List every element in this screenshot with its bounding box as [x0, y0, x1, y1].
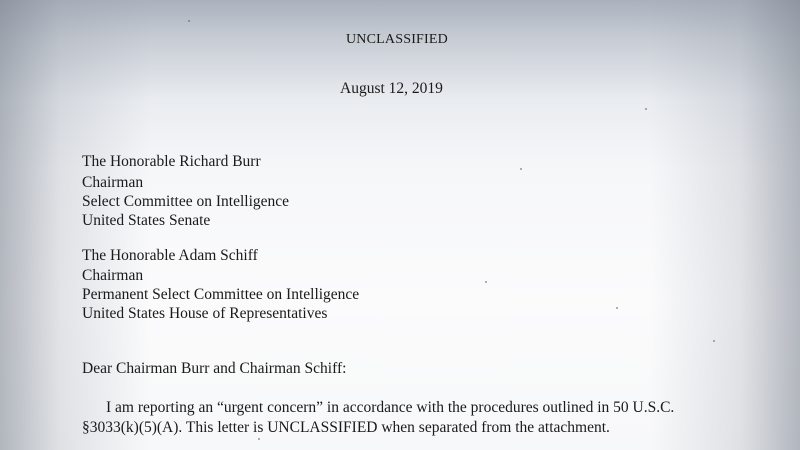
scan-speck	[258, 438, 260, 440]
scan-speck	[485, 281, 487, 283]
scan-speck	[616, 307, 618, 309]
recipient-chamber: United States Senate	[82, 212, 211, 229]
recipient-committee: Permanent Select Committee on Intelligence	[82, 286, 360, 303]
scan-speck	[188, 20, 190, 22]
letter-date: August 12, 2019	[340, 80, 443, 97]
scan-speck	[645, 108, 647, 110]
recipient-title: Chairman	[82, 267, 144, 284]
recipient-chamber: United States House of Representatives	[82, 305, 328, 322]
scan-speck	[713, 340, 715, 342]
recipient-committee: Select Committee on Intelligence	[82, 193, 290, 210]
recipient-name: The Honorable Richard Burr	[82, 153, 261, 170]
classification-marking: UNCLASSIFIED	[346, 32, 448, 47]
recipient-title: Chairman	[82, 174, 144, 191]
scan-speck	[520, 168, 522, 170]
body-line-1: I am reporting an “urgent concern” in accordance with the procedures outlined in 50 U.S.C.	[106, 399, 675, 416]
salutation: Dear Chairman Burr and Chairman Schiff:	[82, 360, 347, 377]
body-line-2: §3033(k)(5)(A). This letter is UNCLASSIFIED when separated from the attachment.	[82, 419, 610, 436]
recipient-name: The Honorable Adam Schiff	[82, 247, 258, 264]
